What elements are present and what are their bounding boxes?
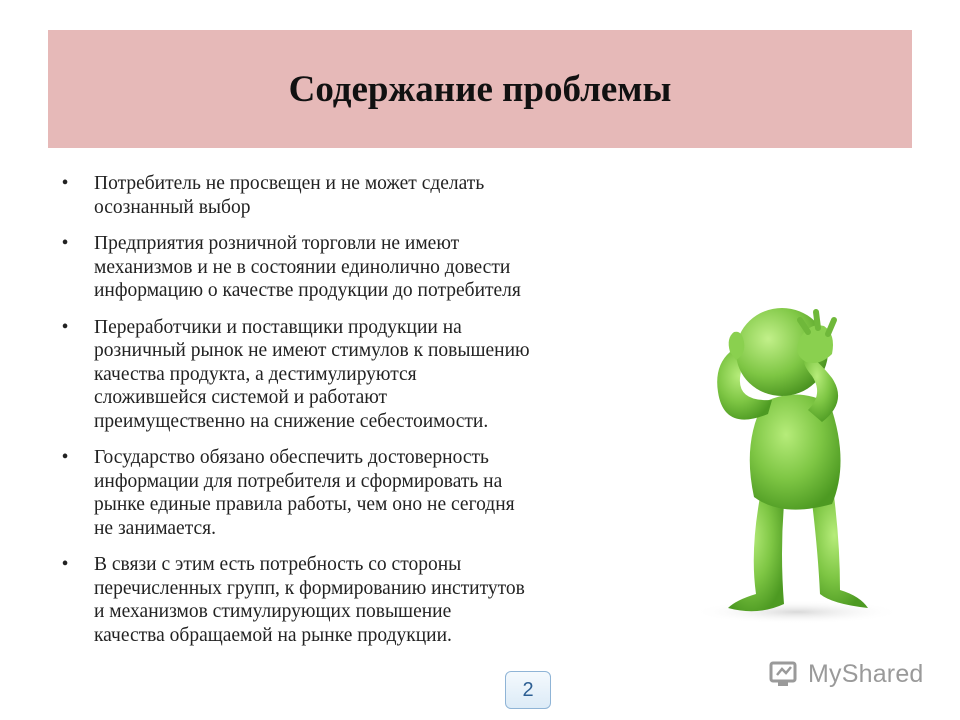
bullet-line: В связи с этим есть потребность со стороны [94,554,462,575]
watermark-text: MyShared [808,659,924,688]
myshared-logo-icon [768,659,802,689]
bullet-line: качества продукта, а дестимулируются [94,363,417,385]
bullet-line: механизмов и не в состоянии единолично довести [94,256,511,278]
bullet-list [58,172,670,660]
bullet-line: Потребитель не просвещен и не может сделать [94,173,485,194]
myshared-watermark [768,656,924,692]
bullet-line: преимущественно на снижение себестоимости. [94,410,489,432]
title-bar [48,30,912,148]
bullet-line: перечисленных групп, к формированию институтов [94,577,525,599]
bullet-line: Государство обязано обеспечить достоверность [94,447,489,468]
bullet-marker: • [61,233,69,254]
bullet-item [58,316,670,434]
bullet-item [58,172,670,219]
bullet-marker: • [61,316,69,338]
bullet-item [58,553,670,647]
bullet-item [58,232,670,303]
bullet-line: информации для потребителя и сформировать на [94,470,503,492]
bullet-line: сложившейся системой и работают [94,387,388,408]
slide-title: Содержание проблемы [288,68,672,110]
bullet-marker: • [61,554,69,575]
bullet-line: розничный рынок не имеют стимулов к повышению [94,340,530,361]
bullet-line: и механизмов стимулирующих повышение [94,601,452,622]
bullet-line: качества обращаемой на рынке продукции. [94,624,452,646]
green-figure-illustration [672,282,912,630]
bullet-line: Предприятия розничной торговли не имеют [94,233,460,254]
bullet-marker: • [61,447,69,468]
bullet-line: Переработчики и поставщики продукции на [94,316,462,338]
bullet-line: осознанный выбор [94,196,251,218]
bullet-line: рынке единые правила работы, чем оно не сегодня [94,494,515,515]
bullet-line: информацию о качестве продукции до потребителя [94,280,521,301]
bullet-marker: • [61,173,69,194]
bullet-line: не занимается. [94,517,216,539]
bullet-item [58,446,670,540]
page-number-badge: 2 [505,671,551,709]
